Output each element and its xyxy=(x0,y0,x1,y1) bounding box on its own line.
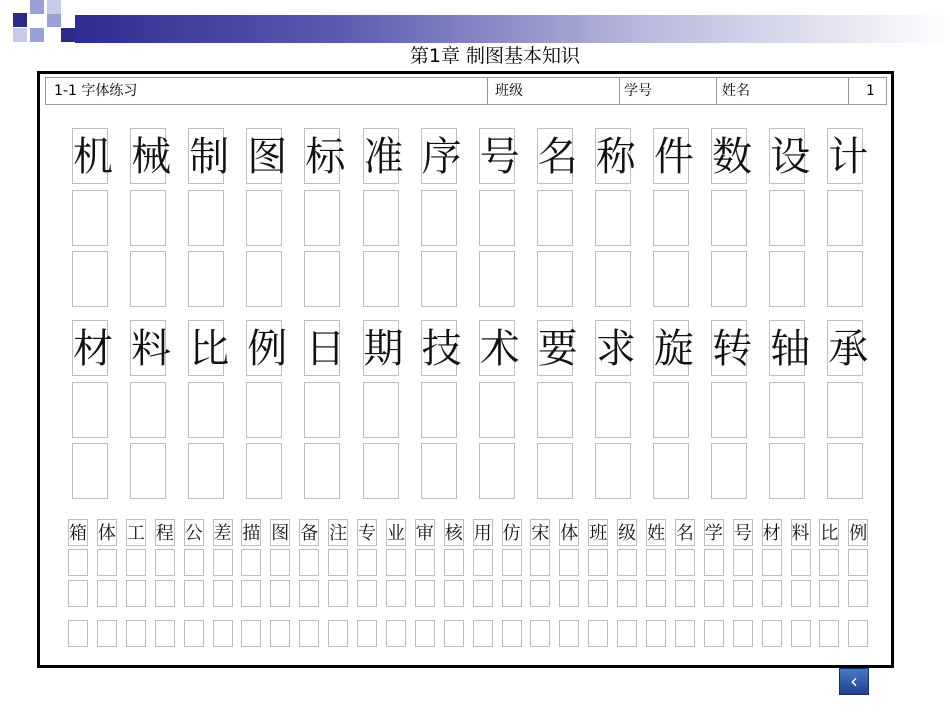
practice-char: 设 xyxy=(769,128,805,184)
practice-char-small: 业 xyxy=(386,519,406,546)
practice-box-small xyxy=(444,580,464,607)
practice-box xyxy=(246,443,282,499)
exercise-label: 1-1 字体练习 xyxy=(54,83,138,99)
practice-box-small xyxy=(68,580,88,607)
practice-box-small xyxy=(733,549,753,576)
practice-box-small xyxy=(241,620,261,647)
practice-char-small: 审 xyxy=(415,519,435,546)
title-bar-gradient xyxy=(75,15,950,43)
practice-box xyxy=(246,251,282,307)
practice-box xyxy=(827,251,863,307)
practice-box xyxy=(363,251,399,307)
decor-square xyxy=(13,13,27,27)
practice-char-small: 核 xyxy=(444,519,464,546)
practice-box-small xyxy=(241,549,261,576)
practice-box-small xyxy=(386,580,406,607)
practice-char: 日 xyxy=(304,320,340,376)
practice-box xyxy=(363,443,399,499)
practice-char: 计 xyxy=(827,128,863,184)
practice-box xyxy=(711,382,747,438)
practice-box xyxy=(188,382,224,438)
practice-box-small xyxy=(791,620,811,647)
practice-box xyxy=(827,190,863,246)
practice-char: 机 xyxy=(72,128,108,184)
practice-char: 件 xyxy=(653,128,689,184)
practice-box-small xyxy=(791,549,811,576)
practice-box xyxy=(304,382,340,438)
practice-box-small xyxy=(762,620,782,647)
practice-box xyxy=(130,443,166,499)
practice-box xyxy=(653,251,689,307)
practice-box xyxy=(130,251,166,307)
practice-char: 承 xyxy=(827,320,863,376)
practice-char: 要 xyxy=(537,320,573,376)
practice-box-small xyxy=(704,620,724,647)
decor-square xyxy=(30,0,44,14)
practice-box-small xyxy=(675,580,695,607)
practice-box-small xyxy=(184,620,204,647)
practice-char: 号 xyxy=(479,128,515,184)
practice-box-small xyxy=(444,620,464,647)
practice-char: 称 xyxy=(595,128,631,184)
practice-box-small xyxy=(328,620,348,647)
practice-box xyxy=(130,382,166,438)
practice-box-small xyxy=(819,620,839,647)
practice-box-small xyxy=(704,580,724,607)
practice-box-small xyxy=(502,620,522,647)
practice-char: 图 xyxy=(246,128,282,184)
practice-box-small xyxy=(184,549,204,576)
practice-box-small xyxy=(848,549,868,576)
practice-box xyxy=(769,190,805,246)
practice-box-small xyxy=(675,549,695,576)
practice-char-small: 宋 xyxy=(530,519,550,546)
practice-char-small: 仿 xyxy=(502,519,522,546)
practice-box xyxy=(363,382,399,438)
practice-char-small: 描 xyxy=(241,519,261,546)
practice-box-small xyxy=(415,549,435,576)
student-no-label: 学号 xyxy=(624,83,652,99)
practice-box-small xyxy=(213,620,233,647)
practice-box xyxy=(769,251,805,307)
practice-char-small: 箱 xyxy=(68,519,88,546)
practice-char: 旋 xyxy=(653,320,689,376)
practice-box-small xyxy=(444,549,464,576)
practice-box-small xyxy=(617,549,637,576)
practice-box-small xyxy=(559,620,579,647)
worksheet-frame xyxy=(37,71,894,668)
practice-box xyxy=(595,443,631,499)
practice-box-small xyxy=(473,549,493,576)
practice-box xyxy=(72,382,108,438)
practice-box xyxy=(537,443,573,499)
practice-char-small: 学 xyxy=(704,519,724,546)
practice-box-small xyxy=(762,549,782,576)
practice-char: 例 xyxy=(246,320,282,376)
practice-char-small: 级 xyxy=(617,519,637,546)
practice-box xyxy=(827,443,863,499)
practice-box xyxy=(769,443,805,499)
practice-box-small xyxy=(502,580,522,607)
practice-box xyxy=(363,190,399,246)
practice-box-small xyxy=(588,549,608,576)
practice-box xyxy=(653,190,689,246)
practice-char: 械 xyxy=(130,128,166,184)
practice-box-small xyxy=(588,580,608,607)
practice-box xyxy=(246,382,282,438)
practice-char-small: 公 xyxy=(184,519,204,546)
practice-char: 期 xyxy=(363,320,399,376)
name-label: 姓名 xyxy=(722,83,750,99)
practice-box xyxy=(595,190,631,246)
practice-char: 数 xyxy=(711,128,747,184)
practice-box-small xyxy=(559,580,579,607)
practice-char-small: 名 xyxy=(675,519,695,546)
practice-box xyxy=(711,190,747,246)
practice-box xyxy=(537,251,573,307)
practice-box-small xyxy=(848,580,868,607)
practice-box-small xyxy=(646,549,666,576)
back-button[interactable] xyxy=(839,668,869,695)
practice-box xyxy=(188,251,224,307)
practice-char: 序 xyxy=(421,128,457,184)
practice-box-small xyxy=(819,580,839,607)
practice-box-small xyxy=(386,549,406,576)
practice-box-small xyxy=(819,549,839,576)
practice-box xyxy=(421,190,457,246)
practice-box-small xyxy=(299,580,319,607)
practice-box xyxy=(421,251,457,307)
practice-box-small xyxy=(126,620,146,647)
practice-box-small xyxy=(328,549,348,576)
practice-box-small xyxy=(68,549,88,576)
practice-box-small xyxy=(299,549,319,576)
practice-box xyxy=(479,382,515,438)
practice-char-small: 料 xyxy=(791,519,811,546)
practice-char: 技 xyxy=(421,320,457,376)
class-label: 班级 xyxy=(495,83,523,99)
practice-box xyxy=(130,190,166,246)
practice-box-small xyxy=(270,580,290,607)
decor-square xyxy=(47,0,61,14)
practice-char: 求 xyxy=(595,320,631,376)
practice-char-small: 用 xyxy=(473,519,493,546)
page-title: 第1章 制图基本知识 xyxy=(409,45,581,67)
practice-char-small: 姓 xyxy=(646,519,666,546)
practice-box xyxy=(479,190,515,246)
practice-box xyxy=(595,251,631,307)
practice-box-small xyxy=(848,620,868,647)
practice-box-small xyxy=(213,580,233,607)
practice-char-small: 材 xyxy=(762,519,782,546)
practice-box-small xyxy=(617,620,637,647)
practice-char-small: 例 xyxy=(848,519,868,546)
practice-box xyxy=(188,443,224,499)
practice-box-small xyxy=(357,620,377,647)
practice-box xyxy=(304,251,340,307)
practice-box-small xyxy=(675,620,695,647)
practice-box-small xyxy=(646,620,666,647)
practice-box-small xyxy=(733,620,753,647)
practice-box-small xyxy=(588,620,608,647)
practice-box-small xyxy=(646,580,666,607)
practice-box-small xyxy=(126,580,146,607)
page-number: 1 xyxy=(866,83,875,99)
practice-box xyxy=(421,443,457,499)
practice-char-small: 图 xyxy=(270,519,290,546)
practice-box-small xyxy=(241,580,261,607)
practice-box-small xyxy=(68,620,88,647)
practice-char-small: 程 xyxy=(155,519,175,546)
practice-char-small: 体 xyxy=(559,519,579,546)
practice-box xyxy=(188,190,224,246)
practice-box-small xyxy=(270,620,290,647)
practice-char: 转 xyxy=(711,320,747,376)
practice-char-small: 比 xyxy=(819,519,839,546)
practice-box-small xyxy=(473,580,493,607)
practice-char: 制 xyxy=(188,128,224,184)
practice-box-small xyxy=(126,549,146,576)
practice-box-small xyxy=(97,620,117,647)
practice-box-small xyxy=(270,549,290,576)
practice-char-small: 号 xyxy=(733,519,753,546)
practice-box xyxy=(653,382,689,438)
practice-char: 名 xyxy=(537,128,573,184)
practice-box xyxy=(246,190,282,246)
practice-box-small xyxy=(328,580,348,607)
practice-box-small xyxy=(704,549,724,576)
practice-box xyxy=(304,443,340,499)
practice-char: 术 xyxy=(479,320,515,376)
practice-box xyxy=(537,382,573,438)
practice-box-small xyxy=(97,549,117,576)
practice-box xyxy=(479,443,515,499)
practice-box-small xyxy=(617,580,637,607)
practice-box-small xyxy=(733,580,753,607)
practice-box xyxy=(304,190,340,246)
practice-box-small xyxy=(473,620,493,647)
practice-box-small xyxy=(155,620,175,647)
practice-char: 料 xyxy=(130,320,166,376)
practice-char-small: 差 xyxy=(213,519,233,546)
practice-char-small: 专 xyxy=(357,519,377,546)
practice-box xyxy=(72,190,108,246)
practice-box-small xyxy=(213,549,233,576)
practice-box-small xyxy=(502,549,522,576)
practice-box xyxy=(653,443,689,499)
practice-char-small: 注 xyxy=(328,519,348,546)
practice-char: 标 xyxy=(304,128,340,184)
practice-box xyxy=(769,382,805,438)
practice-box xyxy=(595,382,631,438)
practice-box xyxy=(827,382,863,438)
practice-box-small xyxy=(299,620,319,647)
practice-char-small: 体 xyxy=(97,519,117,546)
practice-box xyxy=(537,190,573,246)
practice-box-small xyxy=(530,580,550,607)
practice-box xyxy=(711,251,747,307)
practice-box-small xyxy=(415,580,435,607)
practice-box xyxy=(711,443,747,499)
practice-box-small xyxy=(530,549,550,576)
practice-char: 准 xyxy=(363,128,399,184)
practice-char-small: 班 xyxy=(588,519,608,546)
worksheet-header xyxy=(45,77,887,105)
practice-box-small xyxy=(357,549,377,576)
practice-box-small xyxy=(357,580,377,607)
practice-box-small xyxy=(791,580,811,607)
practice-char: 轴 xyxy=(769,320,805,376)
chevron-left-icon: ‹ xyxy=(850,669,858,693)
practice-char-small: 备 xyxy=(299,519,319,546)
practice-box-small xyxy=(97,580,117,607)
practice-box-small xyxy=(559,549,579,576)
practice-box-small xyxy=(184,580,204,607)
practice-box-small xyxy=(155,580,175,607)
decor-square xyxy=(47,13,61,27)
practice-char-small: 工 xyxy=(126,519,146,546)
practice-box-small xyxy=(155,549,175,576)
decor-square xyxy=(13,28,27,42)
practice-box-small xyxy=(415,620,435,647)
practice-box xyxy=(479,251,515,307)
decor-square xyxy=(30,28,44,42)
practice-box-small xyxy=(386,620,406,647)
practice-box-small xyxy=(530,620,550,647)
decor-square xyxy=(61,28,75,42)
practice-box xyxy=(72,251,108,307)
practice-char: 比 xyxy=(188,320,224,376)
practice-char: 材 xyxy=(72,320,108,376)
practice-box-small xyxy=(762,580,782,607)
practice-box xyxy=(72,443,108,499)
practice-box xyxy=(421,382,457,438)
